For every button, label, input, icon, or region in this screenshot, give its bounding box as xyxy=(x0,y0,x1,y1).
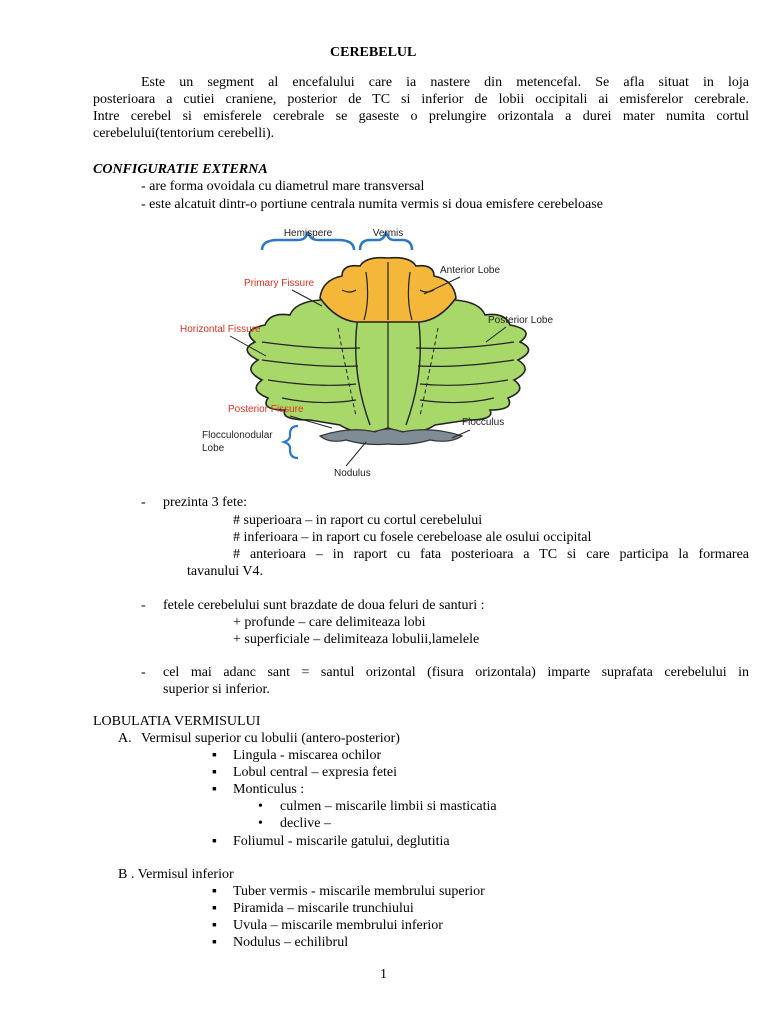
flocculonodular-brace xyxy=(284,426,298,458)
lobule-item: Monticulus : xyxy=(233,782,305,797)
flocculonodular-shape xyxy=(320,429,462,445)
lobule-item: Foliumul - miscarile gatului, deglutitia xyxy=(233,834,450,849)
grooves-intro: fetele cerebelului sunt brazdate de doua feluri de santuri : xyxy=(163,598,485,613)
monticulus-sub-item: culmen – miscarile limbii si masticatia xyxy=(280,799,497,814)
lobule-item: Nodulus – echilibrul xyxy=(233,935,349,950)
face-item-continuation: tavanului V4. xyxy=(187,564,263,579)
square-bullet: ▪ xyxy=(212,918,217,933)
config-item: - are forma ovoidala cu diametrul mare transversal xyxy=(141,179,425,194)
label-nodulus: Nodulus xyxy=(334,468,371,479)
deepest-line: superior si inferior. xyxy=(163,682,270,697)
section-heading-configuratie: CONFIGURATIE EXTERNA xyxy=(93,162,268,177)
document-title: CEREBELUL xyxy=(330,45,417,60)
intro-line: Intre cerebel si emisferele cerebrale se gaseste o prelungire orizontala a durei mater numita cortul xyxy=(93,109,749,124)
lobule-item: Tuber vermis - miscarile membrului superior xyxy=(233,884,485,899)
face-item: # inferioara – in raport cu fosele cerebeloase ale osului occipital xyxy=(233,530,592,545)
deepest-line: cel mai adanc sant = santul orizontal (fisura orizontala) imparte suprafata cerebelului in xyxy=(163,665,749,680)
groove-item: + superficiale – delimiteaza lobulii,lamelele xyxy=(233,632,480,647)
square-bullet: ▪ xyxy=(212,748,217,763)
label-horizontal-fissure: Horizontal Fissure xyxy=(180,324,261,335)
intro-line: Este un segment al encefalului care ia nastere din metencefal. Se afla situat in loja xyxy=(141,75,749,90)
page-number: 1 xyxy=(380,967,387,982)
label-anterior-lobe: Anterior Lobe xyxy=(440,265,501,276)
square-bullet: ▪ xyxy=(212,901,217,916)
label-flocculus: Flocculus xyxy=(462,417,505,428)
lobule-item: Piramida – miscarile trunchiului xyxy=(233,901,414,916)
label-posterior-lobe: Posterior Lobe xyxy=(488,315,554,326)
dash-marker: - xyxy=(141,598,146,613)
dash-marker: - xyxy=(141,495,146,510)
lobulation-heading: LOBULATIA VERMISULUI xyxy=(93,714,261,729)
intro-line: cerebelului(tentorium cerebelli). xyxy=(93,126,275,141)
round-bullet: • xyxy=(258,799,263,814)
square-bullet: ▪ xyxy=(212,935,217,950)
round-bullet: • xyxy=(258,816,263,831)
label-flocculonodular: Flocculonodular xyxy=(202,430,273,441)
label-posterior-fissure: Posterior Fissure xyxy=(228,404,304,415)
cerebellum-diagram xyxy=(170,220,554,485)
square-bullet: ▪ xyxy=(212,884,217,899)
square-bullet: ▪ xyxy=(212,765,217,780)
vermis-inferior-title: B . Vermisul inferior xyxy=(118,867,234,882)
face-item: # superioara – in raport cu cortul cerebelului xyxy=(233,513,483,528)
face-item: # anterioara – in raport cu fata posterioara a TC si care participa la formarea xyxy=(233,547,749,562)
config-item: - este alcatuit dintr-o portiune centrala numita vermis si doua emisfere cerebeloase xyxy=(141,197,603,212)
lobule-item: Uvula – miscarile membrului inferior xyxy=(233,918,443,933)
label-vermis: Vermis xyxy=(372,228,404,239)
vermis-superior-title: Vermisul superior cu lobulii (antero-posterior) xyxy=(141,731,400,746)
groove-item: + profunde – care delimiteaza lobi xyxy=(233,615,426,630)
intro-line: posterioara a cutiei craniene, posterior de TC si inferior de lobii occipitali ai emisferelor cerebrale. xyxy=(93,92,749,107)
faces-intro: prezinta 3 fete: xyxy=(163,495,247,510)
dash-marker: - xyxy=(141,665,146,680)
square-bullet: ▪ xyxy=(212,834,217,849)
lobule-item: Lingula - miscarea ochilor xyxy=(233,748,382,763)
intro-paragraph xyxy=(93,74,749,142)
monticulus-sub-item: declive – xyxy=(280,816,331,831)
label-hemispere: Hemispere xyxy=(283,228,333,239)
lobule-item: Lobul central – expresia fetei xyxy=(233,765,398,780)
label-primary-fissure: Primary Fissure xyxy=(244,278,315,289)
square-bullet: ▪ xyxy=(212,782,217,797)
label-flocculonodular-lobe: Lobe xyxy=(202,443,225,454)
list-marker-a: A. xyxy=(118,731,132,746)
